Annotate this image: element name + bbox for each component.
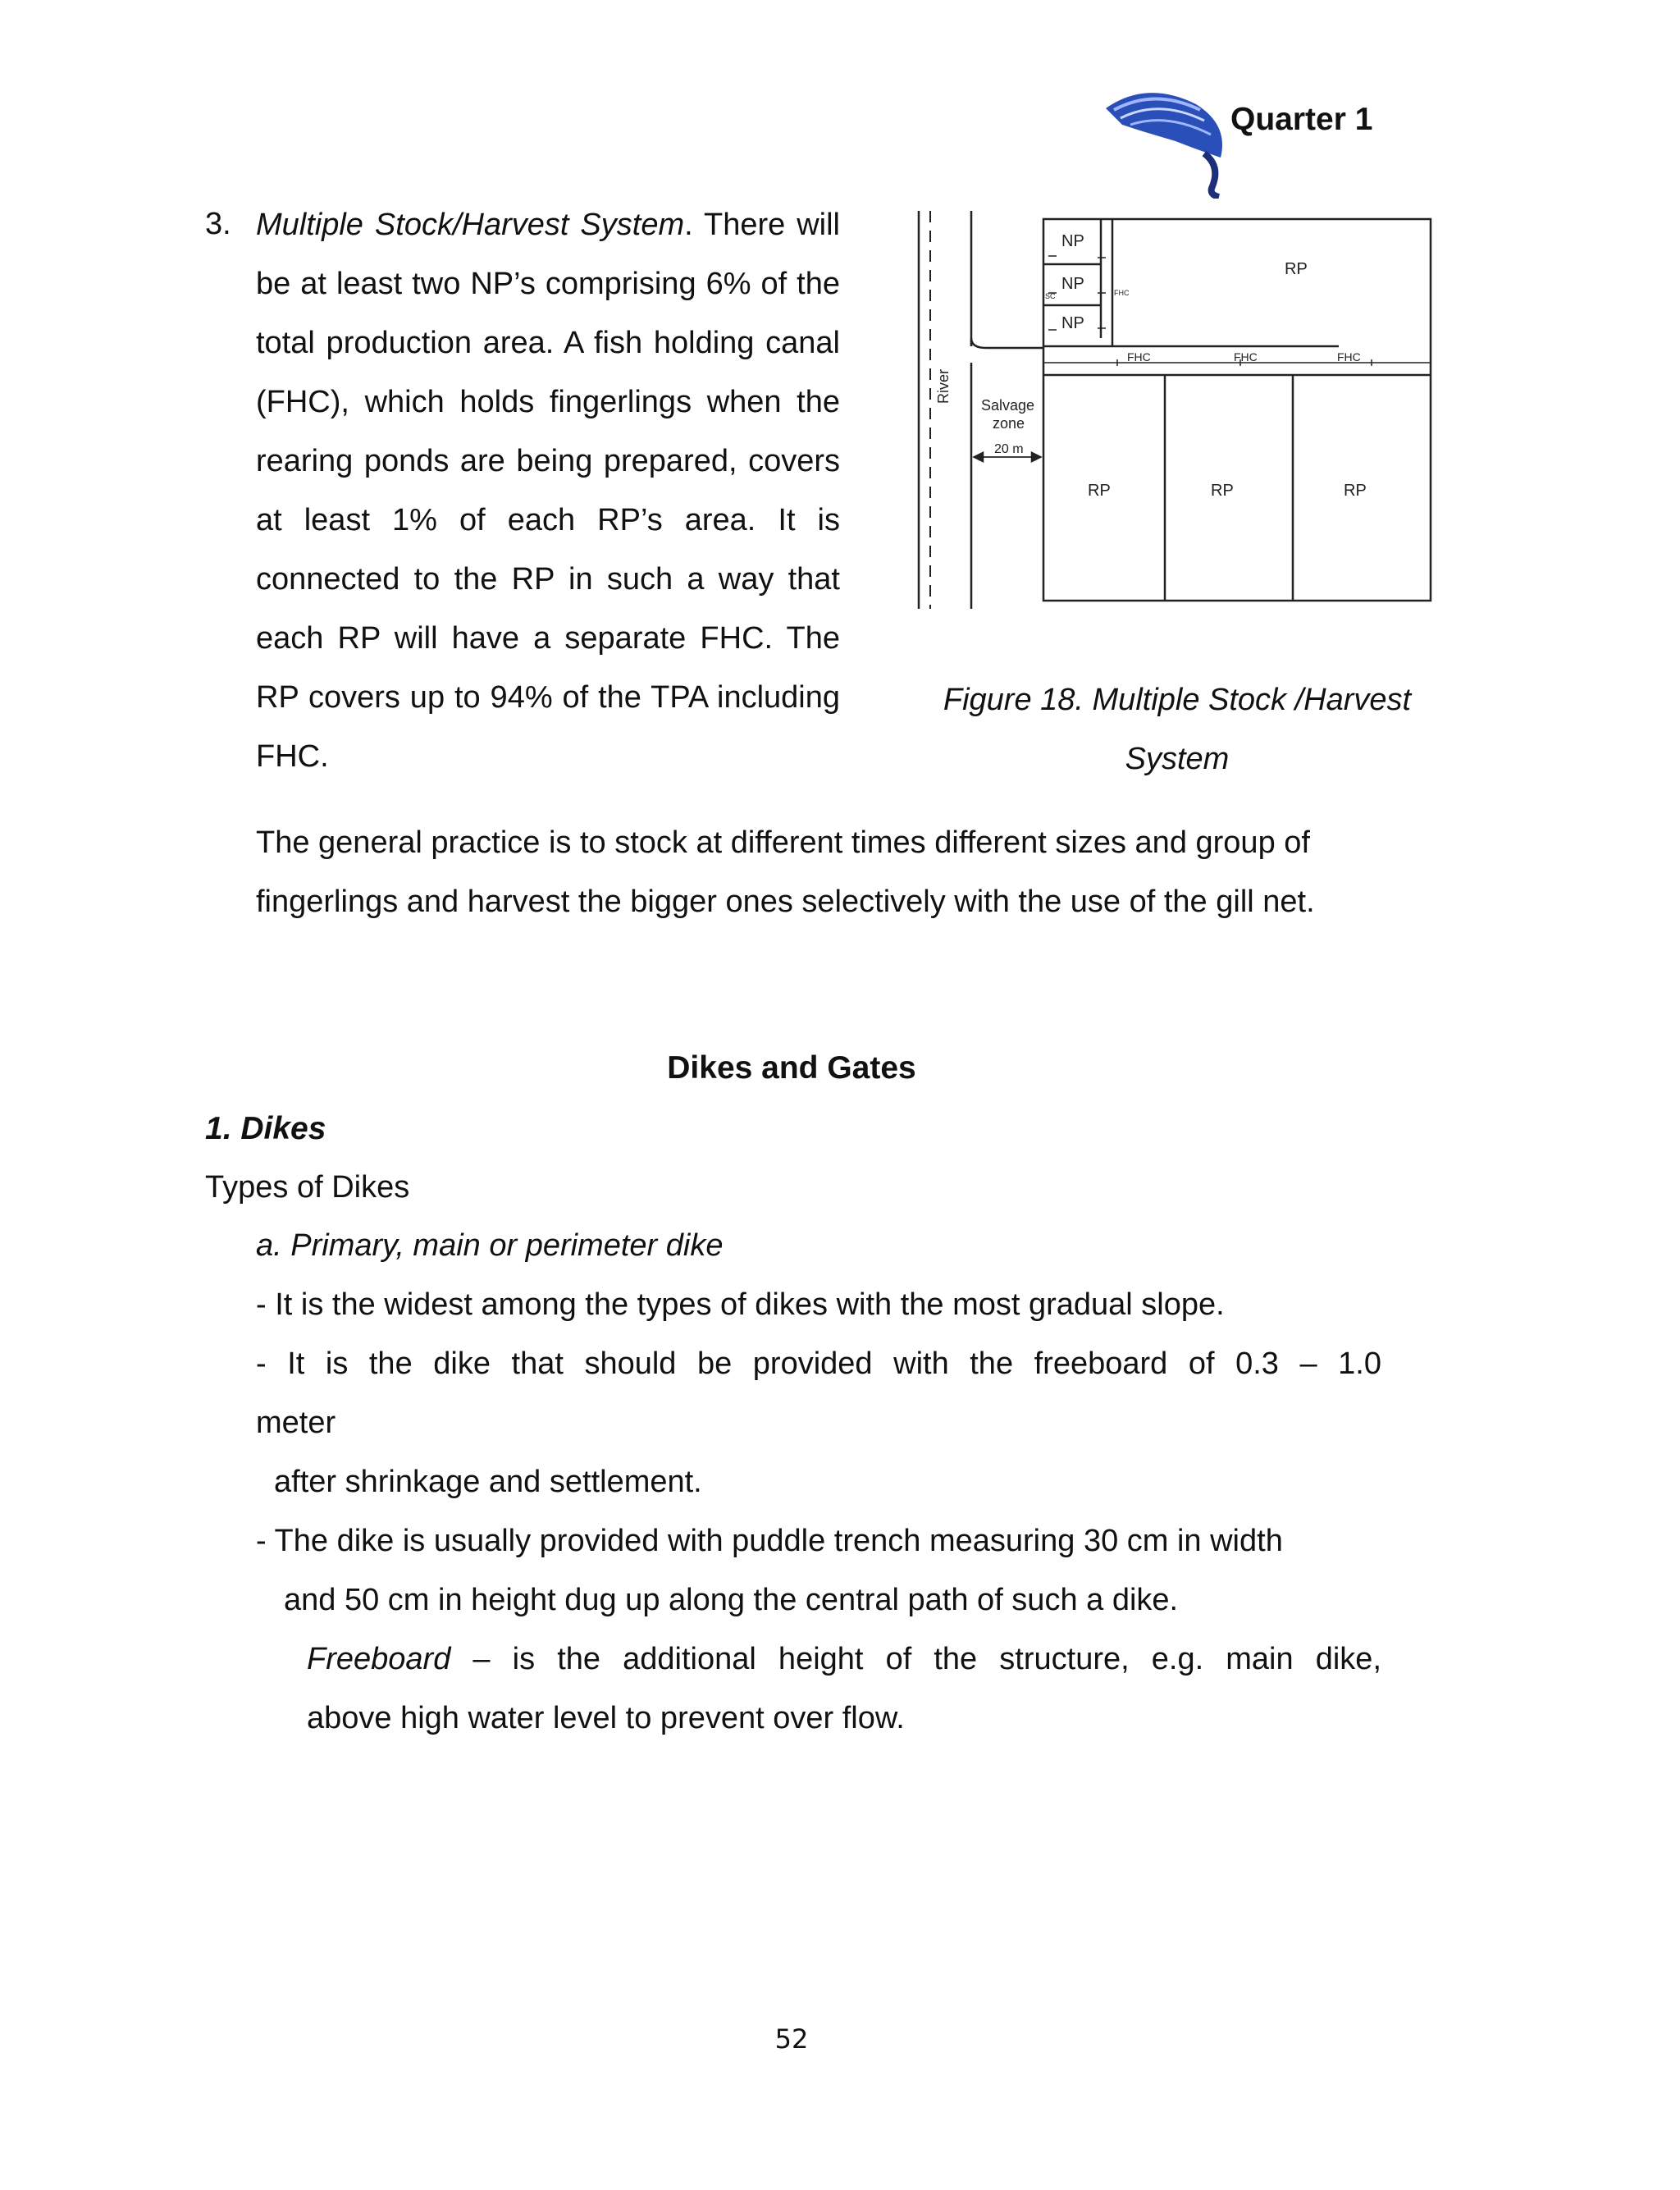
figure-pond-layout <box>912 207 1437 617</box>
np-label-3: NP <box>1061 314 1084 332</box>
rp-label-1: RP <box>1088 482 1111 500</box>
distance-arrowhead-right <box>1032 453 1040 461</box>
fhc-label-3: FHC <box>1337 350 1361 363</box>
types-of-dikes-label: Types of Dikes <box>205 1170 410 1205</box>
dike-line-3: meter <box>256 1406 336 1440</box>
fhc-label-vertical: FHC <box>1114 289 1130 297</box>
figure-caption-line1: Figure 18. Multiple Stock /Harvest <box>943 683 1412 717</box>
quarter-label: Quarter 1 <box>1230 102 1373 137</box>
np-label-1: NP <box>1061 232 1084 250</box>
general-practice-paragraph: The general practice is to stock at different times different sizes and group of fingerlings and harvest the bigger ones selectively with the use of the gill net. <box>256 825 1315 919</box>
freeboard-def-1: – is the additional height of the structure, e.g. main dike, <box>450 1642 1381 1676</box>
sc-label: SC <box>1045 292 1056 300</box>
primary-dike-subheading: a. Primary, main or perimeter dike <box>256 1228 724 1263</box>
rp-label-3: RP <box>1344 482 1367 500</box>
salvage-label: Salvage <box>981 397 1035 414</box>
item3-text <box>256 195 840 786</box>
canal-curve <box>971 338 1043 348</box>
dike-line-2: - It is the dike that should be provided with the freeboard of 0.3 – 1.0 <box>256 1346 1381 1381</box>
freeboard-term: Freeboard <box>307 1642 451 1676</box>
list-number: 3. <box>205 207 231 241</box>
freeboard-definition-line2: above high water level to prevent over flow. <box>307 1701 905 1735</box>
zone-label: zone <box>993 415 1025 432</box>
rp-label-top: RP <box>1285 260 1308 278</box>
dike-line-4: after shrinkage and settlement. <box>274 1465 702 1499</box>
section-title: Dikes and Gates <box>667 1050 916 1086</box>
figure-caption <box>906 670 1448 789</box>
freeboard-definition-line1 <box>307 1642 1381 1677</box>
np-label-2: NP <box>1061 275 1084 293</box>
dike-line-6: and 50 cm in height dug up along the central path of such a dike. <box>284 1583 1179 1617</box>
fish-logo-icon <box>1098 75 1237 199</box>
page-number: 52 <box>774 2023 809 2055</box>
dike-line-1: - It is the widest among the types of dikes with the most gradual slope. <box>256 1287 1225 1322</box>
distance-label: 20 m <box>994 442 1024 456</box>
item3-body: . There will be at least two NP’s comprising 6% of the total production area. A fish holding canal (FHC), which holds fingerlings when the rearing ponds are being prepared, covers at least 1% of each RP’s area. It is connected to the RP in such a way that each RP will have a separate FHC. The RP covers up to 94% of the TPA including FHC. <box>256 208 840 774</box>
distance-arrowhead-left <box>975 453 983 461</box>
dikes-heading: 1. Dikes <box>205 1111 326 1146</box>
figure-caption-line2: System <box>1125 742 1230 776</box>
rp-label-2: RP <box>1211 482 1234 500</box>
river-label: River <box>935 368 952 404</box>
fhc-label-1: FHC <box>1127 350 1151 363</box>
item3-title: Multiple Stock/Harvest System <box>256 208 685 242</box>
fhc-label-2: FHC <box>1234 350 1258 363</box>
dike-line-5: - The dike is usually provided with puddle trench measuring 30 cm in width <box>256 1524 1283 1558</box>
